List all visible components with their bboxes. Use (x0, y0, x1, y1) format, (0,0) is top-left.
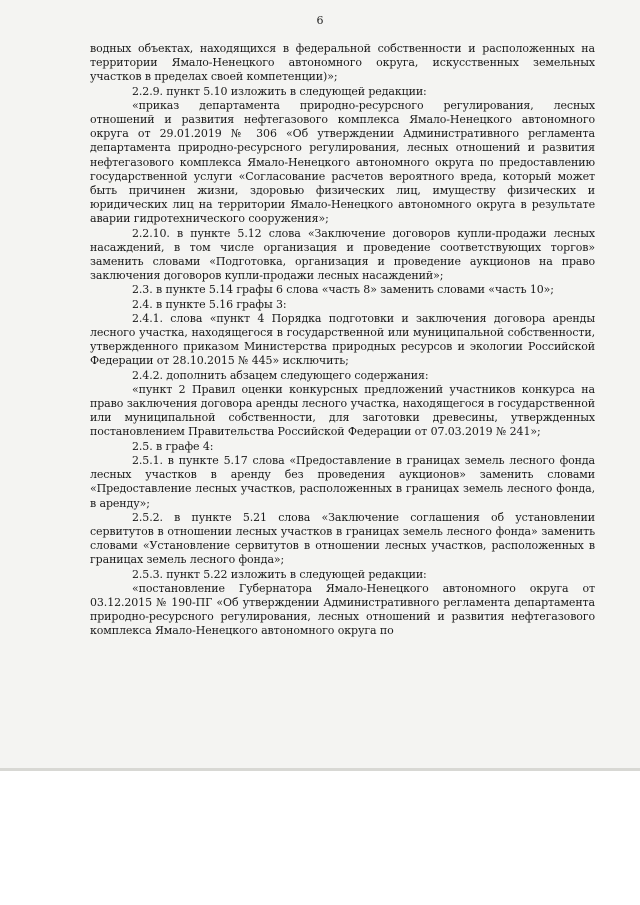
paragraph: 2.2.10. в пункте 5.12 слова «Заключение договоров купли-продажи лесных насаждений, в том числе организация и проведение соответствующих торгов» заменить словами «Подготовка, организация и проведение аукционов на право заключения договоров купли-продажи лесных насаждений»; (90, 226, 595, 283)
document-body (90, 42, 595, 639)
paragraph: 2.4.1. слова «пункт 4 Порядка подготовки и заключения договора аренды лесного участка, находящегося в государственной или муниципальной собственности, утвержденного приказом Министерства природных ресурсов и экологии Российской Федерации от 28.10.2015 № 445» исключить; (90, 311, 595, 368)
paragraph: 2.4. в пункте 5.16 графы 3: (132, 297, 287, 311)
paragraph: 2.4.2. дополнить абзацем следующего содержания: (132, 368, 429, 382)
paragraph: 2.5. в графе 4: (132, 439, 214, 453)
paragraph: «приказ департамента природно-ресурсного регулирования, лесных отношений и развития нефтегазового комплекса Ямало-Ненецкого автономного округа от 29.01.2019 № 306 «Об утверждении Административного регламента департамента природно-ресурсного регулирования, лесных отношений и развития нефтегазового комплекса Ямало-Ненецкого автономного округа по предоставлению государственной услуги «Согласование расчетов вероятного вреда, который может быть причинен жизни, здоровью физических лиц, имуществу физических и юридических лиц на территории Ямало-Ненецкого автономного округа в результате аварии гидротехнического сооружения»; (90, 98, 595, 226)
paragraph: 2.5.2. в пункте 5.21 слова «Заключение соглашения об установлении сервитутов в отношении лесных участков в границах земель лесного фонда» заменить словами «Установление сервитутов в отношении лесных участков, расположенных в границах земель лесного фонда»; (90, 510, 595, 567)
paragraph: «постановление Губернатора Ямало-Ненецкого автономного округа от 03.12.2015 № 190-ПГ «Об утверждении Административного регламента департамента природно-ресурсного регулирования, лесных отношений и развития нефтегазового комплекса Ямало-Ненецкого автономного округа по (90, 581, 595, 638)
paragraph: 2.3. в пункте 5.14 графы 6 слова «часть 8» заменить словами «часть 10»; (132, 283, 554, 297)
paragraph: 2.5.3. пункт 5.22 изложить в следующей редакции: (132, 567, 427, 581)
paragraph: водных объектах, находящихся в федеральной собственности и расположенных на территории Ямало-Ненецкого автономного округа, искусственных земельных участков в пределах своей компетенции)»; (90, 42, 595, 84)
paragraph: 2.5.1. в пункте 5.17 слова «Предоставление в границах земель лесного фонда лесных участков в аренду без проведения аукционов» заменить словами «Предоставление лесных участков, расположенных в границах земель лесного фонда, в аренду»; (90, 453, 595, 510)
paragraph: «пункт 2 Правил оценки конкурсных предложений участников конкурса на право заключения договора аренды лесного участка, находящегося в государственной или муниципальной собственности, для заготовки древесины, утвержденных постановлением Правительства Российской Федерации от 07.03.2019 № 241»; (90, 382, 595, 439)
paragraph: 2.2.9. пункт 5.10 изложить в следующей редакции: (132, 84, 427, 98)
page-number: 6 (316, 14, 324, 27)
scan-edge (0, 768, 640, 771)
